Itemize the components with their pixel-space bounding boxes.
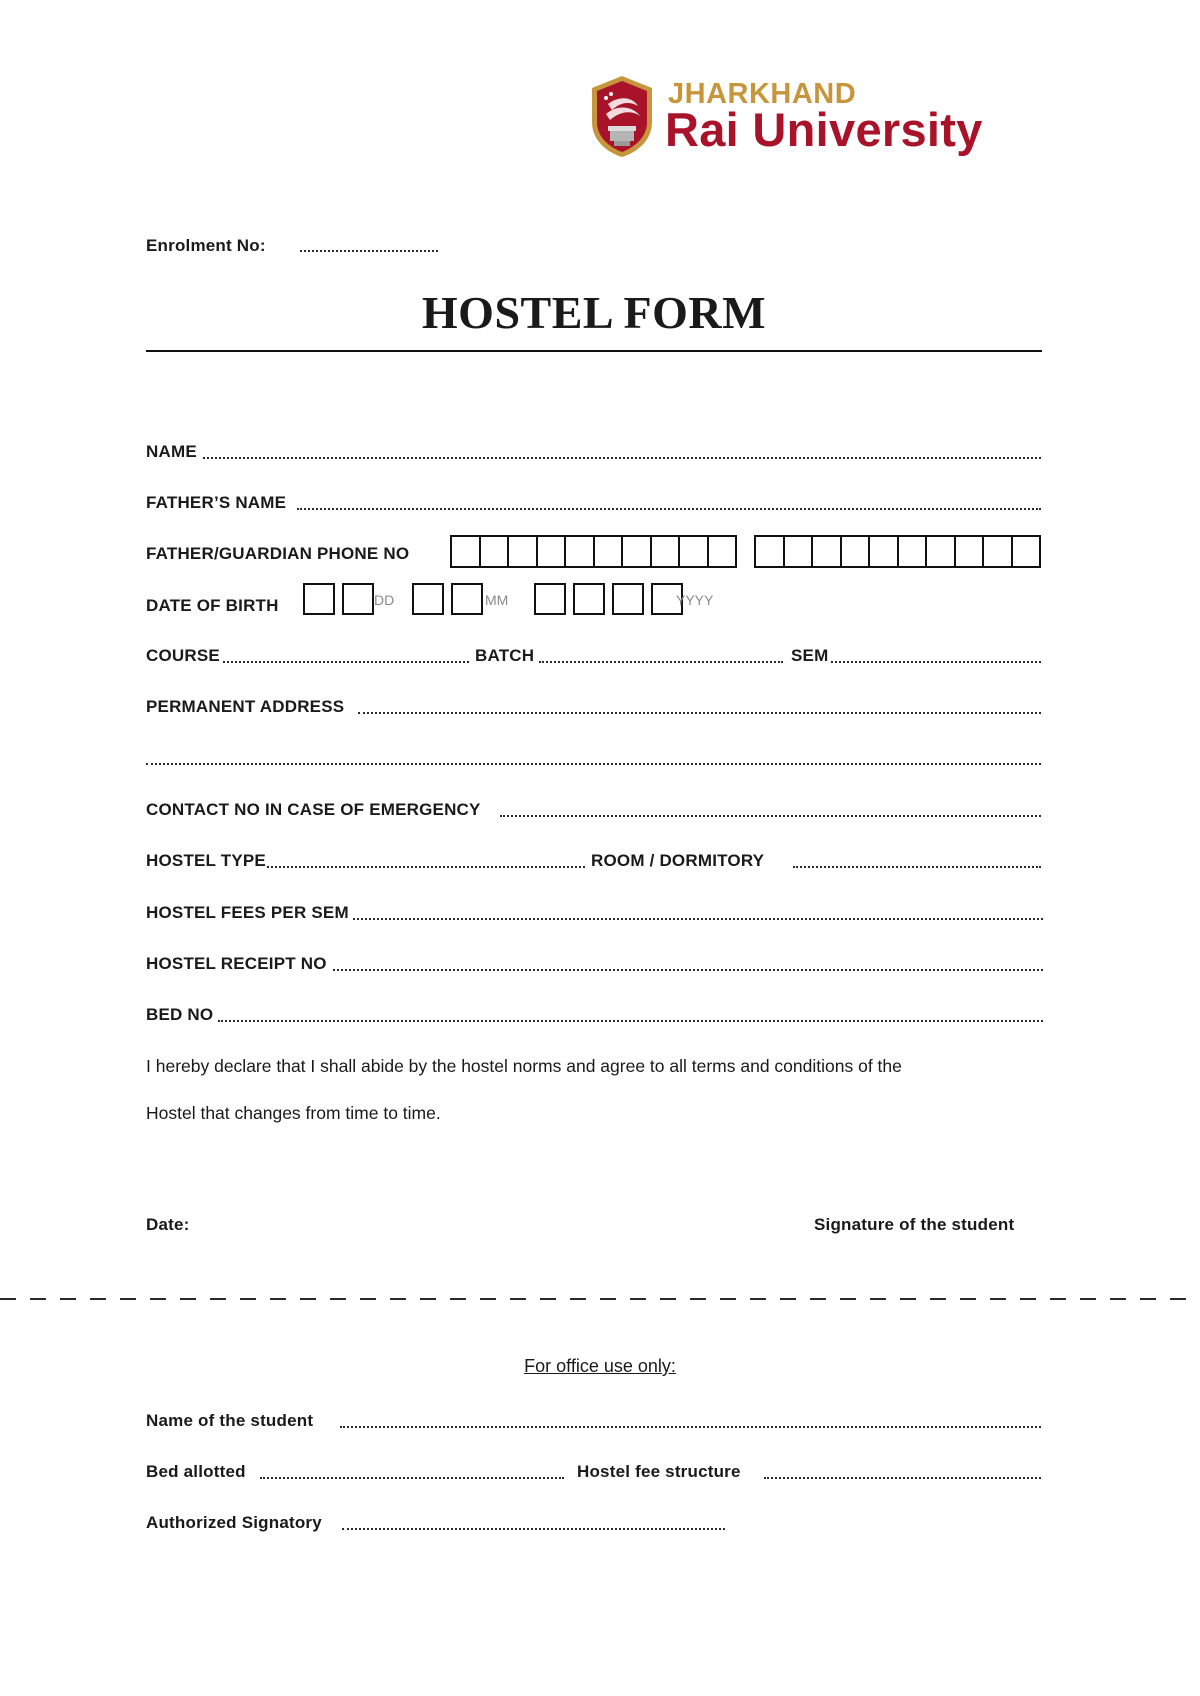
emergency-contact-field[interactable]: [500, 815, 1041, 817]
sem-label: SEM: [791, 646, 829, 665]
declaration-line-2: Hostel that changes from time to time.: [146, 1103, 441, 1123]
office-use-heading: For office use only:: [524, 1356, 676, 1376]
hostel-fees-label: HOSTEL FEES PER SEM: [146, 903, 349, 922]
name-label: NAME: [146, 442, 197, 461]
office-student-name-label: Name of the student: [146, 1411, 314, 1430]
father-name-label: FATHER’S NAME: [146, 493, 287, 512]
dob-year-boxes[interactable]: [534, 583, 690, 615]
title-underline: [146, 350, 1042, 352]
bed-allotted-label: Bed allotted: [146, 1462, 246, 1481]
dob-day-hint: DD: [374, 592, 395, 608]
address-field-line2[interactable]: [146, 763, 1041, 765]
guardian-phone-boxes-1[interactable]: [450, 535, 737, 568]
guardian-phone-boxes-2[interactable]: [754, 535, 1041, 568]
bed-no-field[interactable]: [218, 1020, 1043, 1022]
hostel-type-field[interactable]: [267, 866, 585, 868]
room-dormitory-label: ROOM / DORMITORY: [591, 851, 765, 870]
enrolment-label: Enrolment No:: [146, 236, 266, 255]
address-label: PERMANENT ADDRESS: [146, 697, 345, 716]
university-name-top: JHARKHAND: [668, 78, 857, 110]
dob-month-hint: MM: [485, 592, 509, 608]
emergency-contact-label: CONTACT NO IN CASE OF EMERGENCY: [146, 800, 481, 819]
university-logo: [588, 74, 1048, 166]
tear-off-line: [0, 1298, 1200, 1300]
batch-field[interactable]: [539, 661, 783, 663]
bed-no-label: BED NO: [146, 1005, 214, 1024]
hostel-fee-structure-label: Hostel fee structure: [577, 1462, 741, 1481]
hostel-type-label: HOSTEL TYPE: [146, 851, 266, 870]
dob-month-boxes[interactable]: [412, 583, 490, 615]
guardian-phone-label: FATHER/GUARDIAN PHONE NO: [146, 544, 410, 563]
batch-label: BATCH: [475, 646, 535, 665]
hostel-fees-field[interactable]: [353, 918, 1043, 920]
university-crest-icon: [588, 74, 656, 158]
dob-day-boxes[interactable]: [303, 583, 381, 615]
dob-year-hint: YYYY: [676, 592, 714, 608]
hostel-receipt-label: HOSTEL RECEIPT NO: [146, 954, 327, 973]
sem-field[interactable]: [831, 661, 1041, 663]
name-field[interactable]: [203, 457, 1041, 459]
student-signature-label: Signature of the student: [814, 1215, 1015, 1234]
authorized-signatory-field[interactable]: [342, 1528, 725, 1530]
declaration-line-1: I hereby declare that I shall abide by the hostel norms and agree to all terms and conditions of the: [146, 1056, 902, 1076]
page-title: HOSTEL FORM: [421, 287, 767, 338]
hostel-fee-structure-field[interactable]: [764, 1477, 1041, 1479]
course-label: COURSE: [146, 646, 220, 665]
hostel-receipt-field[interactable]: [333, 969, 1043, 971]
course-field[interactable]: [223, 661, 469, 663]
date-label: Date:: [146, 1215, 190, 1234]
address-field-line1[interactable]: [358, 712, 1041, 714]
office-student-name-field[interactable]: [340, 1426, 1041, 1428]
enrolment-field[interactable]: [300, 250, 438, 252]
dob-label: DATE OF BIRTH: [146, 596, 279, 615]
father-name-field[interactable]: [297, 508, 1041, 510]
room-dormitory-field[interactable]: [793, 866, 1041, 868]
university-name-main: Rai University: [665, 103, 983, 156]
bed-allotted-field[interactable]: [260, 1477, 564, 1479]
authorized-signatory-label: Authorized Signatory: [146, 1513, 322, 1532]
